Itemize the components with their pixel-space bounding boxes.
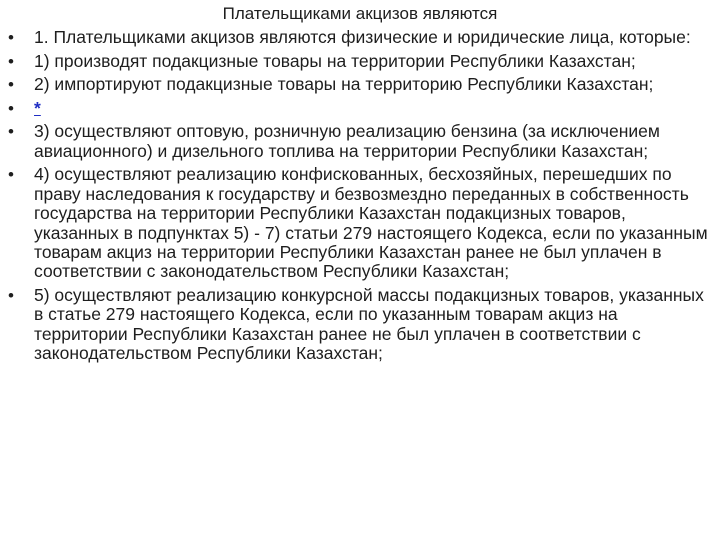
footnote-link[interactable]: * xyxy=(34,97,41,118)
list-item xyxy=(0,99,720,118)
list-item xyxy=(0,28,720,47)
list-item-text: 2) импортируют подакцизные товары на территорию Республики Казахстан; xyxy=(34,74,654,95)
list-item-text: 1) производят подакцизные товары на территории Республики Казахстан; xyxy=(34,50,636,71)
list-item xyxy=(0,165,720,281)
bullet-icon: • xyxy=(8,286,14,305)
bullet-icon: • xyxy=(8,122,14,142)
list-item-text: 3) осуществляют оптовую, розничную реализацию бензина (за исключением авиационного) и дизельного топлива на территории Республики Казахстан; xyxy=(34,121,660,161)
bullet-icon: • xyxy=(8,75,14,95)
slide-title: Плательщиками акцизов являются xyxy=(222,4,498,23)
list-item xyxy=(0,122,720,161)
list-item xyxy=(0,52,720,71)
list-item-text: 4) осуществляют реализацию конфискованных, бесхозяйных, перешедших по праву наследования к государству и безвозмездно переданных в собственность государства на территории Республики Казахстан подакцизных товаров, указанных в подпунктах 5) - 7) статьи 279 настоящего Кодекса, если по указанным товарам акциз на территории Республики Казахстан ранее не был уплачен в соответствии с законодательством Республики Казахстан; xyxy=(34,164,708,282)
list-item-text: 5) осуществляют реализацию конкурсной массы подакцизных товаров, указанных в статье 279 настоящего Кодекса, если по указанным товарам акциз на территории Республики Казахстан ранее не был уплачен в соответствии с законодательством Республики Казахстан; xyxy=(34,285,704,364)
list-item xyxy=(0,75,720,94)
bullet-icon: • xyxy=(8,51,14,71)
bullet-list xyxy=(0,28,720,368)
list-item xyxy=(0,286,720,364)
bullet-icon: • xyxy=(8,165,14,185)
list-item-text: 1. Плательщиками акцизов являются физические и юридические лица, которые: xyxy=(34,27,691,47)
bullet-icon: • xyxy=(8,98,14,118)
bullet-icon: • xyxy=(8,28,14,47)
